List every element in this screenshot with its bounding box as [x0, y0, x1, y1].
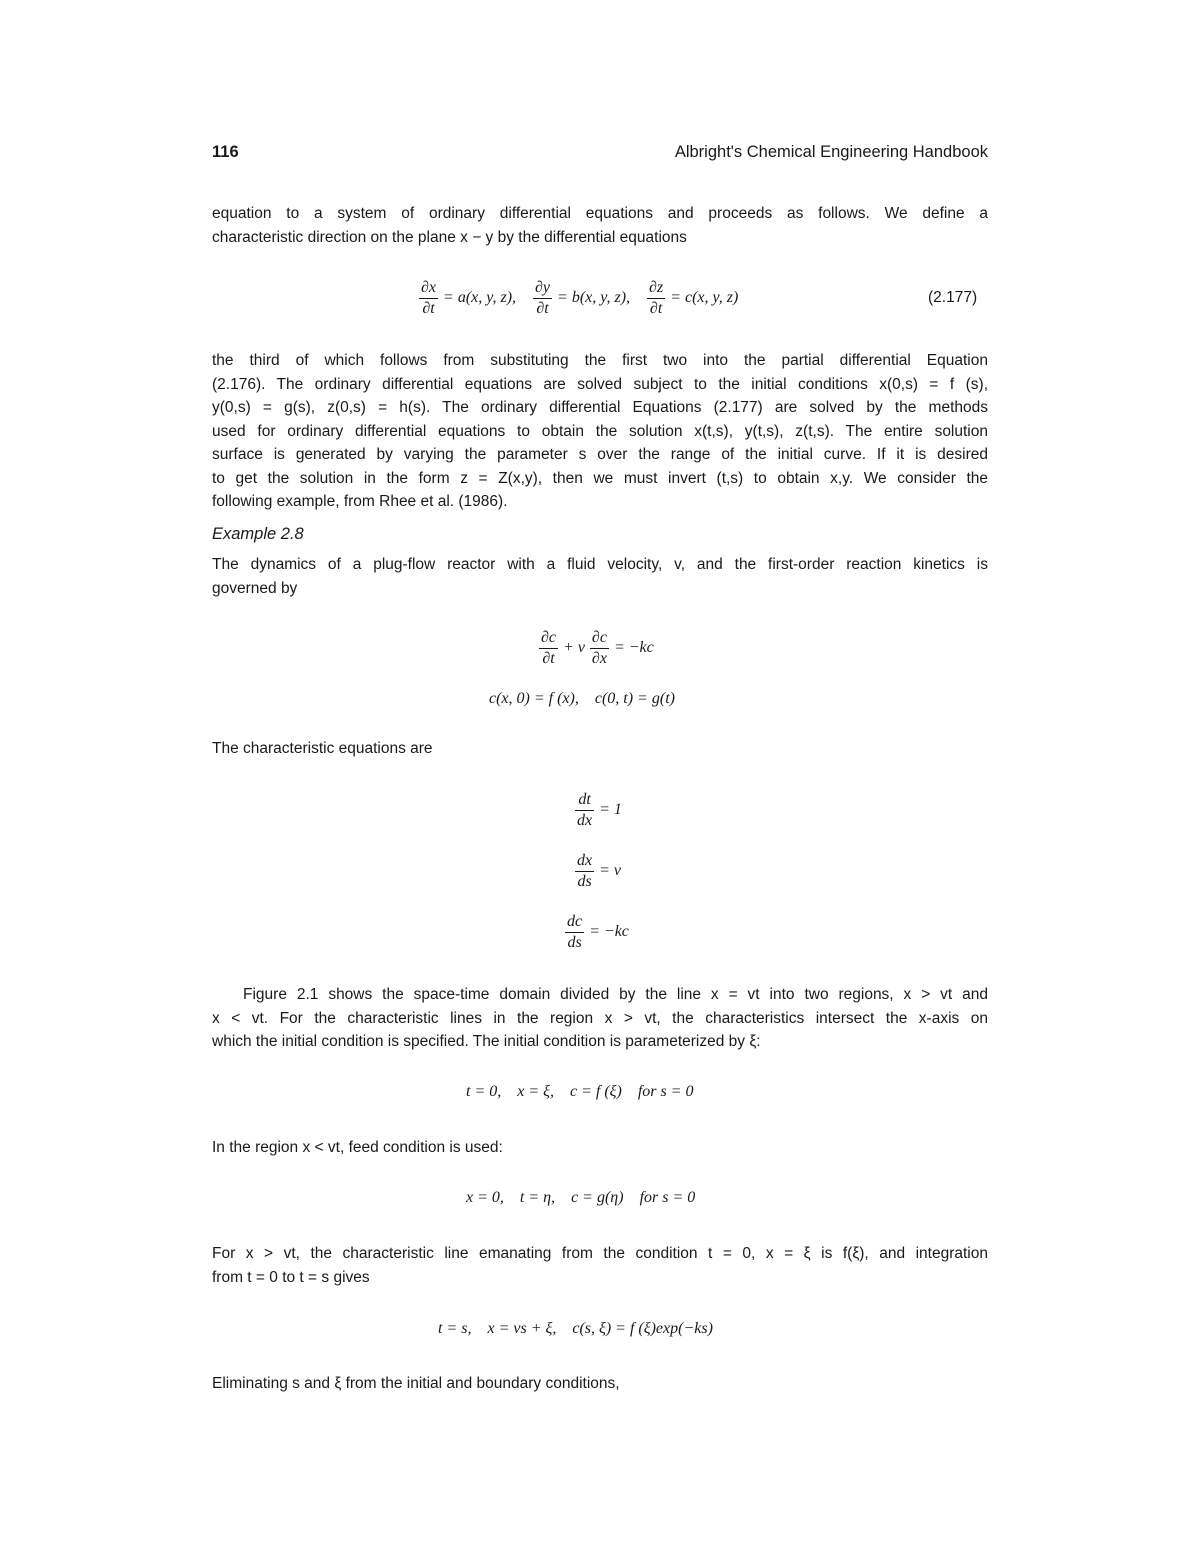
paragraph-intro — [212, 202, 988, 249]
text-line: In the region x < vt, feed condition is used: — [212, 1139, 503, 1156]
fraction: $\frac{\partial z}{\partial t}$ — [649, 279, 664, 317]
equation-dt-dx: $\frac{dt}{dx}$ = 1 — [577, 791, 622, 829]
equation-dx-ds: $\frac{dx}{ds}$ = v — [577, 852, 622, 890]
page-number: 116 — [212, 143, 239, 161]
equation-conditions: c(x, 0) = f (x), c(0, t) = g(t) — [489, 690, 675, 707]
text-line: which the initial condition is specified. The initial condition is parameterized by ξ: — [212, 1033, 761, 1050]
text-line: For x > vt, the characteristic line emanating from the condition t = 0, x = ξ is f(ξ), and integration — [212, 1245, 988, 1262]
text-line: from t = 0 to t = s gives — [212, 1268, 370, 1286]
paragraph-integration — [212, 1242, 988, 1289]
paragraph-characteristic — [212, 737, 988, 761]
equation-solution: t = s, x = vs + ξ, c(s, ξ) = f (ξ)exp(−ks) — [438, 1320, 713, 1337]
text-line: The characteristic equations are — [212, 740, 433, 757]
text-line: equation to a system of ordinary differential equations and proceeds as follows. We define a — [212, 205, 988, 222]
fraction: $\frac{\partial c}{\partial x}$ — [591, 629, 607, 667]
paragraph-example — [212, 553, 988, 600]
running-header — [212, 143, 988, 167]
fraction: $\frac{\partial x}{\partial t}$ — [421, 279, 437, 317]
text-line: used for ordinary differential equations to obtain the solution x(t,s), y(t,s), z(t,s). The entire solution — [212, 422, 988, 440]
equation-feed: x = 0, t = η, c = g(η) for s = 0 — [466, 1189, 696, 1206]
equation-number: (2.177) — [928, 289, 978, 306]
paragraph-feed — [212, 1136, 988, 1160]
text-line: surface is generated by varying the parameter s over the range of the initial curve. If it is desired — [212, 446, 988, 463]
equation-dc-ds: $\frac{dc}{ds}$ = −kc — [567, 913, 629, 951]
paragraph-figure — [212, 983, 988, 1054]
text-line: Eliminating s and ξ from the initial and boundary conditions, — [212, 1375, 620, 1392]
paragraph-eliminating — [212, 1372, 988, 1396]
text-line: The dynamics of a plug-flow reactor with a fluid velocity, v, and the first-order reaction kinetics is — [212, 556, 988, 573]
text-line: to get the solution in the form z = Z(x,y), then we must invert (t,s) to obtain x,y. We consider the — [212, 469, 988, 487]
equation-2-177: $\frac{\partial x}{\partial t}$ = a(x, y, z), $\frac{\partial y}{\partial t}$ = b(x, y, z), $\frac{\partial z}{\partial t}$ = c(x, y, z) — [421, 279, 739, 317]
fraction: $\frac{dt}{dx}$ — [577, 791, 593, 829]
text-line: characteristic direction on the plane x − y by the differential equations — [212, 228, 687, 246]
fraction: $\frac{dc}{ds}$ — [567, 913, 583, 951]
equation-initial: t = 0, x = ξ, c = f (ξ) for s = 0 — [466, 1083, 694, 1100]
example-title: Example 2.8 — [212, 525, 304, 543]
text-line: following example, from Rhee et al. (1986). — [212, 493, 508, 510]
fraction: $\frac{\partial c}{\partial t}$ — [541, 629, 557, 667]
fraction: $\frac{dx}{ds}$ — [577, 852, 593, 890]
text-line: Figure 2.1 shows the space-time domain divided by the line x = vt into two regions, x > vt and — [243, 986, 988, 1003]
text-line: the third of which follows from substituting the first two into the partial differential Equation — [212, 352, 988, 369]
text-line: (2.176). The ordinary differential equations are solved subject to the initial conditions x(0,s) = f (s), — [212, 375, 988, 393]
text-line: y(0,s) = g(s), z(0,s) = h(s). The ordinary differential Equations (2.177) are solved by the methods — [212, 399, 988, 416]
fraction: $\frac{\partial y}{\partial t}$ — [535, 279, 551, 317]
equation-pde: $\frac{\partial c}{\partial t}$ + v $\frac{\partial c}{\partial x}$ = −kc — [541, 629, 654, 667]
text-line: x < vt. For the characteristic lines in the region x > vt, the characteristics intersect the x-axis on — [212, 1009, 988, 1027]
paragraph-method — [212, 349, 988, 514]
text-line: governed by — [212, 579, 298, 597]
book-title: Albright's Chemical Engineering Handbook — [674, 143, 988, 161]
